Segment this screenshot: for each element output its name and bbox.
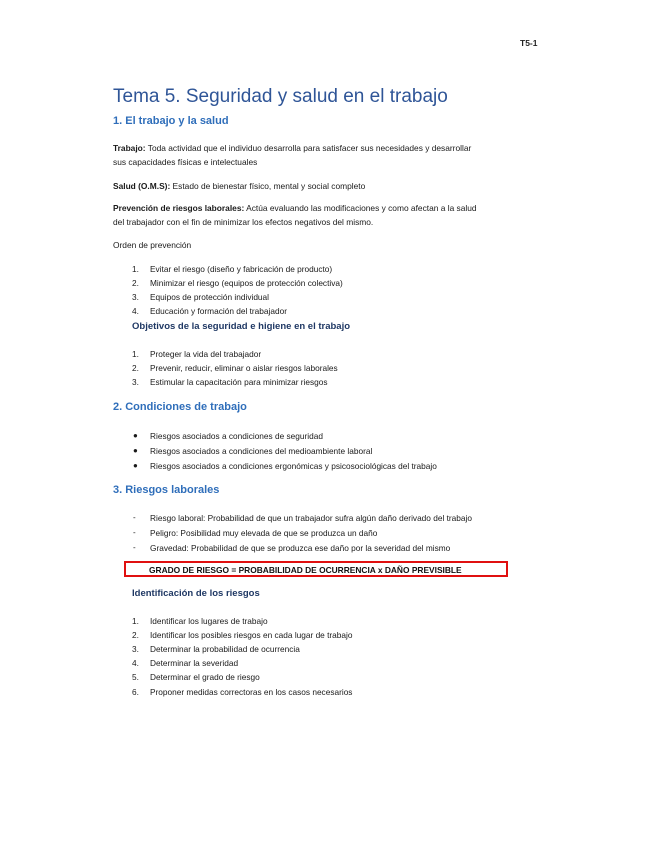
trabajo-text: Toda actividad que el individuo desarrolla para satisfacer sus necesidades y desarrollar	[145, 143, 472, 153]
list-item: Prevenir, reducir, eliminar o aislar riesgos laborales	[150, 363, 338, 373]
prevencion-definition	[113, 201, 477, 215]
list-number: 2.	[132, 278, 139, 288]
list-number: 3.	[132, 292, 139, 302]
bullet-icon: ●	[133, 431, 138, 440]
dash-icon: -	[133, 528, 136, 537]
identificacion-heading: Identificación de los riesgos	[132, 588, 260, 599]
definition-item: Gravedad: Probabilidad de que se produzca ese daño por la severidad del mismo	[150, 543, 451, 553]
list-item: Identificar los lugares de trabajo	[150, 616, 268, 626]
salud-text: Estado de bienestar físico, mental y social completo	[170, 181, 366, 191]
list-number: 2.	[132, 363, 139, 373]
list-number: 1.	[132, 264, 139, 274]
list-item: Riesgos asociados a condiciones de seguridad	[150, 431, 323, 441]
section-2-heading: 2. Condiciones de trabajo	[113, 401, 247, 413]
list-number: 4.	[132, 658, 139, 668]
list-item: Riesgos asociados a condiciones ergonómicas y psicosociológicas del trabajo	[150, 461, 437, 471]
list-number: 1.	[132, 616, 139, 626]
trabajo-term: Trabajo:	[113, 143, 146, 153]
list-item: Proponer medidas correctoras en los casos necesarios	[150, 687, 353, 697]
dash-icon: -	[133, 543, 136, 552]
bullet-icon: ●	[133, 446, 138, 455]
list-item: Determinar la probabilidad de ocurrencia	[150, 644, 300, 654]
list-item: Equipos de protección individual	[150, 292, 270, 302]
section-3-heading: 3. Riesgos laborales	[113, 484, 220, 496]
list-number: 1.	[132, 349, 139, 359]
formula-box	[124, 561, 508, 577]
list-number: 6.	[132, 687, 139, 697]
list-item: Minimizar el riesgo (equipos de protección colectiva)	[150, 278, 343, 288]
objetivos-heading: Objetivos de la seguridad e higiene en el trabajo	[132, 321, 351, 332]
list-number: 3.	[132, 377, 139, 387]
list-item: Determinar la severidad	[150, 658, 239, 668]
definition-item: Peligro: Posibilidad muy elevada de que se produzca un daño	[150, 528, 378, 538]
formula-text: GRADO DE RIESGO = PROBABILIDAD DE OCURRENCIA x DAÑO PREVISIBLE	[149, 565, 462, 575]
bullet-icon: ●	[133, 461, 138, 470]
list-item: Determinar el grado de riesgo	[150, 672, 260, 682]
salud-definition	[113, 179, 365, 193]
salud-term: Salud (O.M.S):	[113, 181, 171, 191]
list-item: Proteger la vida del trabajador	[150, 349, 262, 359]
trabajo-definition-line2: sus capacidades físicas e intelectuales	[113, 157, 258, 167]
definition-item: Riesgo laboral: Probabilidad de que un trabajador sufra algún daño derivado del trabajo	[150, 513, 472, 523]
dash-icon: -	[133, 513, 136, 522]
prevencion-text: Actúa evaluando las modificaciones y como afectan a la salud	[244, 203, 477, 213]
orden-label: Orden de prevención	[113, 240, 192, 250]
list-number: 2.	[132, 630, 139, 640]
list-item: Estimular la capacitación para minimizar riesgos	[150, 377, 328, 387]
list-number: 3.	[132, 644, 139, 654]
list-item: Evitar el riesgo (diseño y fabricación de producto)	[150, 264, 333, 274]
prevencion-term: Prevención de riesgos laborales:	[113, 203, 245, 213]
list-item: Identificar los posibles riesgos en cada lugar de trabajo	[150, 630, 353, 640]
page-title: Tema 5. Seguridad y salud en el trabajo	[113, 86, 448, 107]
list-number: 4.	[132, 306, 139, 316]
list-item: Educación y formación del trabajador	[150, 306, 287, 316]
list-item: Riesgos asociados a condiciones del medioambiente laboral	[150, 446, 373, 456]
page-code: T5-1	[520, 38, 538, 48]
prevencion-definition-line2: del trabajador con el fin de minimizar los efectos negativos del mismo.	[113, 217, 374, 227]
section-1-heading: 1. El trabajo y la salud	[113, 115, 229, 127]
list-number: 5.	[132, 672, 139, 682]
trabajo-definition	[113, 141, 471, 155]
